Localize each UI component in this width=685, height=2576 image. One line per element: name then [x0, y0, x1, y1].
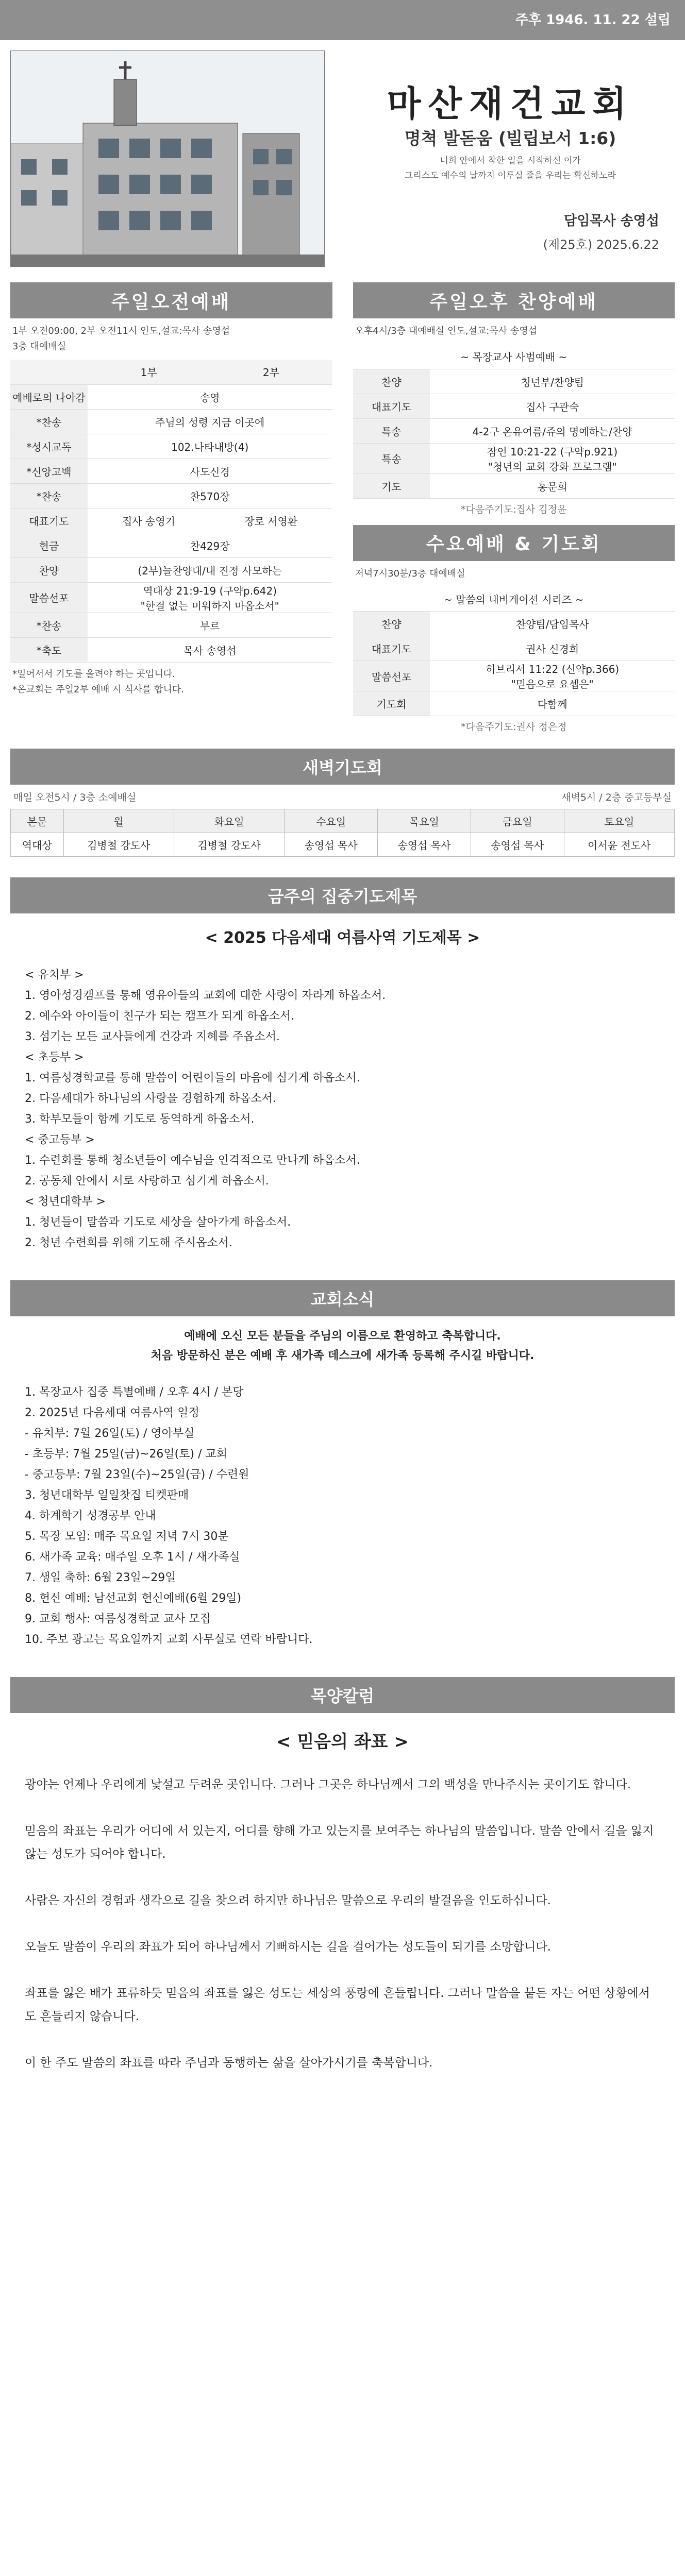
order-label: ~ 목장교사 사범예배 ~	[353, 344, 675, 369]
order-row	[353, 691, 675, 716]
order-value: 히브리서 11:22 (신약p.366) "믿음으로 요셉은"	[430, 661, 675, 691]
focus-prayer-section	[0, 857, 685, 1260]
order-label: 기도	[353, 473, 430, 498]
dawn-prayer-note-right: 새벽5시 / 2층 중고등부실	[561, 792, 672, 803]
church-news-text: 1. 목장교사 집중 특별예배 / 오후 4시 / 본당 2. 2025년 다음세대 여름사역 일정 - 유치부: 7월 26일(토) / 영아부실 - 초등부: 7월 25일(금)~26일(토) / 교회 - 중고등부: 7월 23일(수)~25일(금) / 수련원 3. 청년대학부 일일찻집 티켓판매 4. 하계학기 성경공부 안내 5. 목장 모임: 매주 목요일 저녁 7시 30분 6. 새가족 교육: 매주일 오후 1시 / 새가족실 7. 생일 축하: 6월 23일~29일 8. 헌신 예배: 남선교회 헌신예배(6월 29일) 9. 교회 행사: 여름성경학교 교사 모집 10. 주보 광고는 목요일까지 교회 사무실로 연락 바랍니다.	[25, 1386, 313, 1646]
order-row	[10, 613, 332, 637]
order-label: 특송	[353, 418, 430, 443]
sunday-order-table	[10, 360, 332, 663]
order-value-1: 사도신경	[88, 459, 332, 483]
dawn-header-cell: 금요일	[471, 809, 564, 833]
order-label: 헌금	[10, 533, 88, 557]
order-value-1: 집사 송영기	[88, 508, 210, 533]
wednesday-worship-intro: 저녁7시30분/3층 대예배실	[355, 568, 465, 579]
pastor-name: 담임목사 송영섭	[564, 213, 659, 229]
order-row	[353, 443, 675, 473]
order-label: *축도	[10, 637, 88, 662]
order-value-2: 장로 서영환	[210, 508, 332, 533]
church-news-welcome: 예배에 오신 모든 분들을 주님의 이름으로 환영하고 축복합니다. 처음 방문하신 분은 예배 후 새가족 데스크에 새가족 등록해 주시길 바랍니다.	[151, 1330, 534, 1362]
motto-verse-line: 그리스도 예수의 날까지 이루실 줄을 우리는 확신하노라	[404, 171, 616, 181]
order-label: 찬양	[10, 557, 88, 582]
order-value-1: 찬570장	[88, 483, 332, 508]
dawn-prayer-title: 새벽기도회	[10, 749, 675, 785]
order-row	[10, 557, 332, 582]
dawn-header-cell: 본문	[11, 809, 64, 833]
table-header-row	[10, 360, 332, 384]
church-name: 마산재건교회	[387, 84, 634, 125]
evening-worship-footnote: *다음주기도:집사 김정윤	[461, 503, 567, 515]
top-bar	[0, 0, 685, 40]
church-building-illustration	[11, 51, 325, 267]
order-label: 찬양	[353, 612, 430, 636]
order-row	[10, 508, 332, 533]
dawn-value-cell: 송영섭 목사	[378, 833, 471, 857]
table-header-cell: 2부	[210, 360, 332, 384]
order-value: 찬양팀/담임목사	[430, 612, 675, 636]
order-label: 예배로의 나아감	[10, 384, 88, 409]
pastoral-column-text: 광야는 언제나 우리에게 낯설고 두려운 곳입니다. 그러나 그곳은 하나님께서 그의 백성을 만나주시는 곳이기도 합니다. 믿음의 좌표는 우리가 어디에 서 있는지, 어디를 향해 가고 있는지를 보여주는 하나님의 말씀입니다. 말씀 안에서 길을 잃지 않는 성도가 되어야 합니다. 사람은 자신의 경험과 생각으로 길을 찾으려 하지만 하나님은 말씀으로 우리의 발걸음을 인도하십니다. 오늘도 말씀이 우리의 좌표가 되어 하나님께서 기뻐하시는 길을 걸어가는 성도들이 되기를 소망합니다. 좌표를 잃은 배가 표류하듯 믿음의 좌표를 잃은 성도는 세상의 풍랑에 흔들립니다. 그러나 말씀을 붙든 자는 어떤 상황에서도 흔들리지 않습니다. 이 한 주도 말씀의 좌표를 따라 주님과 동행하는 삶을 살아가시기를 축복합니다.	[25, 1778, 654, 2070]
order-row	[10, 434, 332, 459]
dawn-header-cell: 월	[63, 809, 174, 833]
focus-prayer-heading: < 2025 다음세대 여름사역 기도제목 >	[205, 929, 480, 947]
issue-number: (제25호) 2025.6.22	[543, 238, 659, 252]
dawn-value-cell: 이서윤 전도사	[564, 833, 674, 857]
dawn-header-cell: 토요일	[564, 809, 674, 833]
wednesday-order-table	[353, 587, 675, 717]
order-row	[353, 661, 675, 691]
sunday-worship-title: 주일오전예배	[10, 282, 332, 318]
order-row	[10, 582, 332, 613]
table-header-cell: 1부	[88, 360, 210, 384]
order-label: *신앙고백	[10, 459, 88, 483]
order-row	[10, 409, 332, 434]
order-row	[10, 483, 332, 508]
order-value: 4-2구 온유여름/쥬의 명예하는/찬양	[430, 418, 675, 443]
table-header-cell	[10, 360, 88, 384]
church-news-section	[0, 1260, 685, 1656]
evening-worship-intro: 오후4시/3층 대예배실 인도,설교:목사 송영섭	[355, 326, 538, 336]
order-label: *찬송	[10, 409, 88, 434]
dawn-value-cell: 송영섭 목사	[285, 833, 378, 857]
dawn-value-cell: 송영섭 목사	[471, 833, 564, 857]
church-motto: 명쳑 발돋움 (빌립보서 1:6)	[404, 128, 616, 148]
order-value: 홍문희	[430, 473, 675, 498]
dawn-prayer-section	[0, 733, 685, 857]
order-value: 다함께	[430, 691, 675, 716]
pastoral-column-section	[0, 1656, 685, 2102]
order-row	[353, 636, 675, 661]
order-label: *성시교독	[10, 434, 88, 459]
motto-verse-line: 너희 안에서 착한 일을 시작하신 이가	[440, 156, 581, 166]
order-row	[10, 384, 332, 409]
bulletin-header	[0, 40, 685, 282]
order-value-1: 송영	[88, 384, 332, 409]
church-news-title: 교회소식	[10, 1280, 675, 1316]
order-label: 기도회	[353, 691, 430, 716]
focus-prayer-text: < 유치부 > 1. 영아성경캠프를 통해 영유아들의 교회에 대한 사랑이 자라게 하옵소서. 2. 예수와 아이들이 친구가 되는 캠프가 되게 하옵소서. 3. 섬기는 모든 교사들에게 건강과 지혜를 주옵소서. < 초등부 > 1. 여름성경학교를 통해 말씀이 어린이들의 마음에 심기게 하옵소서. 2. 다음세대가 하나님의 사랑을 경험하게 하옵소서. 3. 학부모들이 함께 기도로 동역하게 하옵소서. < 중고등부 > 1. 수련회를 통해 청소년들이 예수님을 인격적으로 만나게 하옵소서. 2. 공동체 안에서 서로 사랑하고 섬기게 하옵소서. < 청년대학부 > 1. 청년들이 말씀과 기도로 세상을 살아가게 하옵소서. 2. 청년 수련회를 위해 기도해 주시옵소서.	[25, 969, 386, 1249]
order-value-1: 주님의 성령 지금 이곳에	[88, 409, 332, 434]
order-row	[353, 418, 675, 443]
order-value-1: 목사 송영섭	[88, 637, 332, 662]
evening-order-table	[353, 344, 675, 499]
order-row	[10, 533, 332, 557]
dawn-value-cell: 김병철 강도사	[63, 833, 174, 857]
order-row	[353, 394, 675, 418]
order-row	[353, 369, 675, 394]
order-row	[353, 344, 675, 369]
order-value-1: (2부)늘찬양대/내 진정 사모하는	[88, 557, 332, 582]
sunday-worship-section	[10, 282, 332, 733]
order-row	[10, 637, 332, 662]
dawn-header-cell: 목요일	[378, 809, 471, 833]
order-value: 잠언 10:21-22 (구약p.921) "청년의 교회 강화 프로그램"	[430, 443, 675, 473]
order-row	[10, 459, 332, 483]
church-building-photo	[10, 50, 325, 267]
evening-worship-section	[353, 282, 675, 733]
dawn-header-cell: 수요일	[285, 809, 378, 833]
order-value: 청년부/찬양팀	[430, 369, 675, 394]
order-value-1: 부르	[88, 613, 332, 637]
evening-worship-title: 주일오후 찬양예배	[353, 282, 675, 318]
dawn-prayer-value-row	[11, 833, 675, 857]
dawn-value-cell: 역대상	[11, 833, 64, 857]
sunday-worship-footnote: *일어서서 기도를 올려야 하는 곳입니다. *온교회는 주일2부 예배 시 식사를 합니다.	[12, 668, 184, 695]
order-label: ~ 말씀의 내비게이션 시리즈 ~	[353, 587, 675, 612]
dawn-prayer-note-left: 매일 오전5시 / 3층 소예배실	[13, 792, 137, 803]
order-value-1: 역대상 21:9-19 (구약p.642) "한결 없는 미워하지 마옵소서"	[88, 582, 332, 613]
order-label: 대표기도	[10, 508, 88, 533]
order-value: 권사 신경희	[430, 636, 675, 661]
order-label: 말씀선포	[10, 582, 88, 613]
dawn-prayer-table	[10, 809, 675, 857]
order-row	[353, 612, 675, 636]
order-row	[353, 587, 675, 612]
pastoral-column-heading: < 믿음의 좌표 >	[276, 1732, 409, 1752]
sunday-worship-intro: 1부 오전09:00, 2부 오전11시 인도,설교:목사 송영섭 3층 대예배실	[12, 326, 230, 352]
order-label: 말씀선포	[353, 661, 430, 691]
order-label: *찬송	[10, 613, 88, 637]
order-value-1: 찬429장	[88, 533, 332, 557]
pastoral-column-title: 목양칼럼	[10, 1677, 675, 1713]
order-label: 특송	[353, 443, 430, 473]
focus-prayer-title: 금주의 집중기도제목	[10, 877, 675, 913]
wednesday-worship-title: 수요예배 & 기도회	[353, 525, 675, 561]
order-value: 집사 구관숙	[430, 394, 675, 418]
dawn-prayer-header-row	[11, 809, 675, 833]
dawn-value-cell: 김병철 강도사	[174, 833, 284, 857]
motto-verse	[361, 154, 660, 183]
order-row	[353, 473, 675, 498]
order-label: *찬송	[10, 483, 88, 508]
worship-columns	[0, 282, 685, 733]
founded-date: 주후 1946. 11. 22 설립	[515, 12, 671, 28]
wednesday-worship-footnote: *다음주기도:권사 정은정	[461, 721, 567, 733]
order-label: 대표기도	[353, 636, 430, 661]
order-label: 대표기도	[353, 394, 430, 418]
order-value-1: 102.나타내방(4)	[88, 434, 332, 459]
dawn-header-cell: 화요일	[174, 809, 284, 833]
order-label: 찬양	[353, 369, 430, 394]
